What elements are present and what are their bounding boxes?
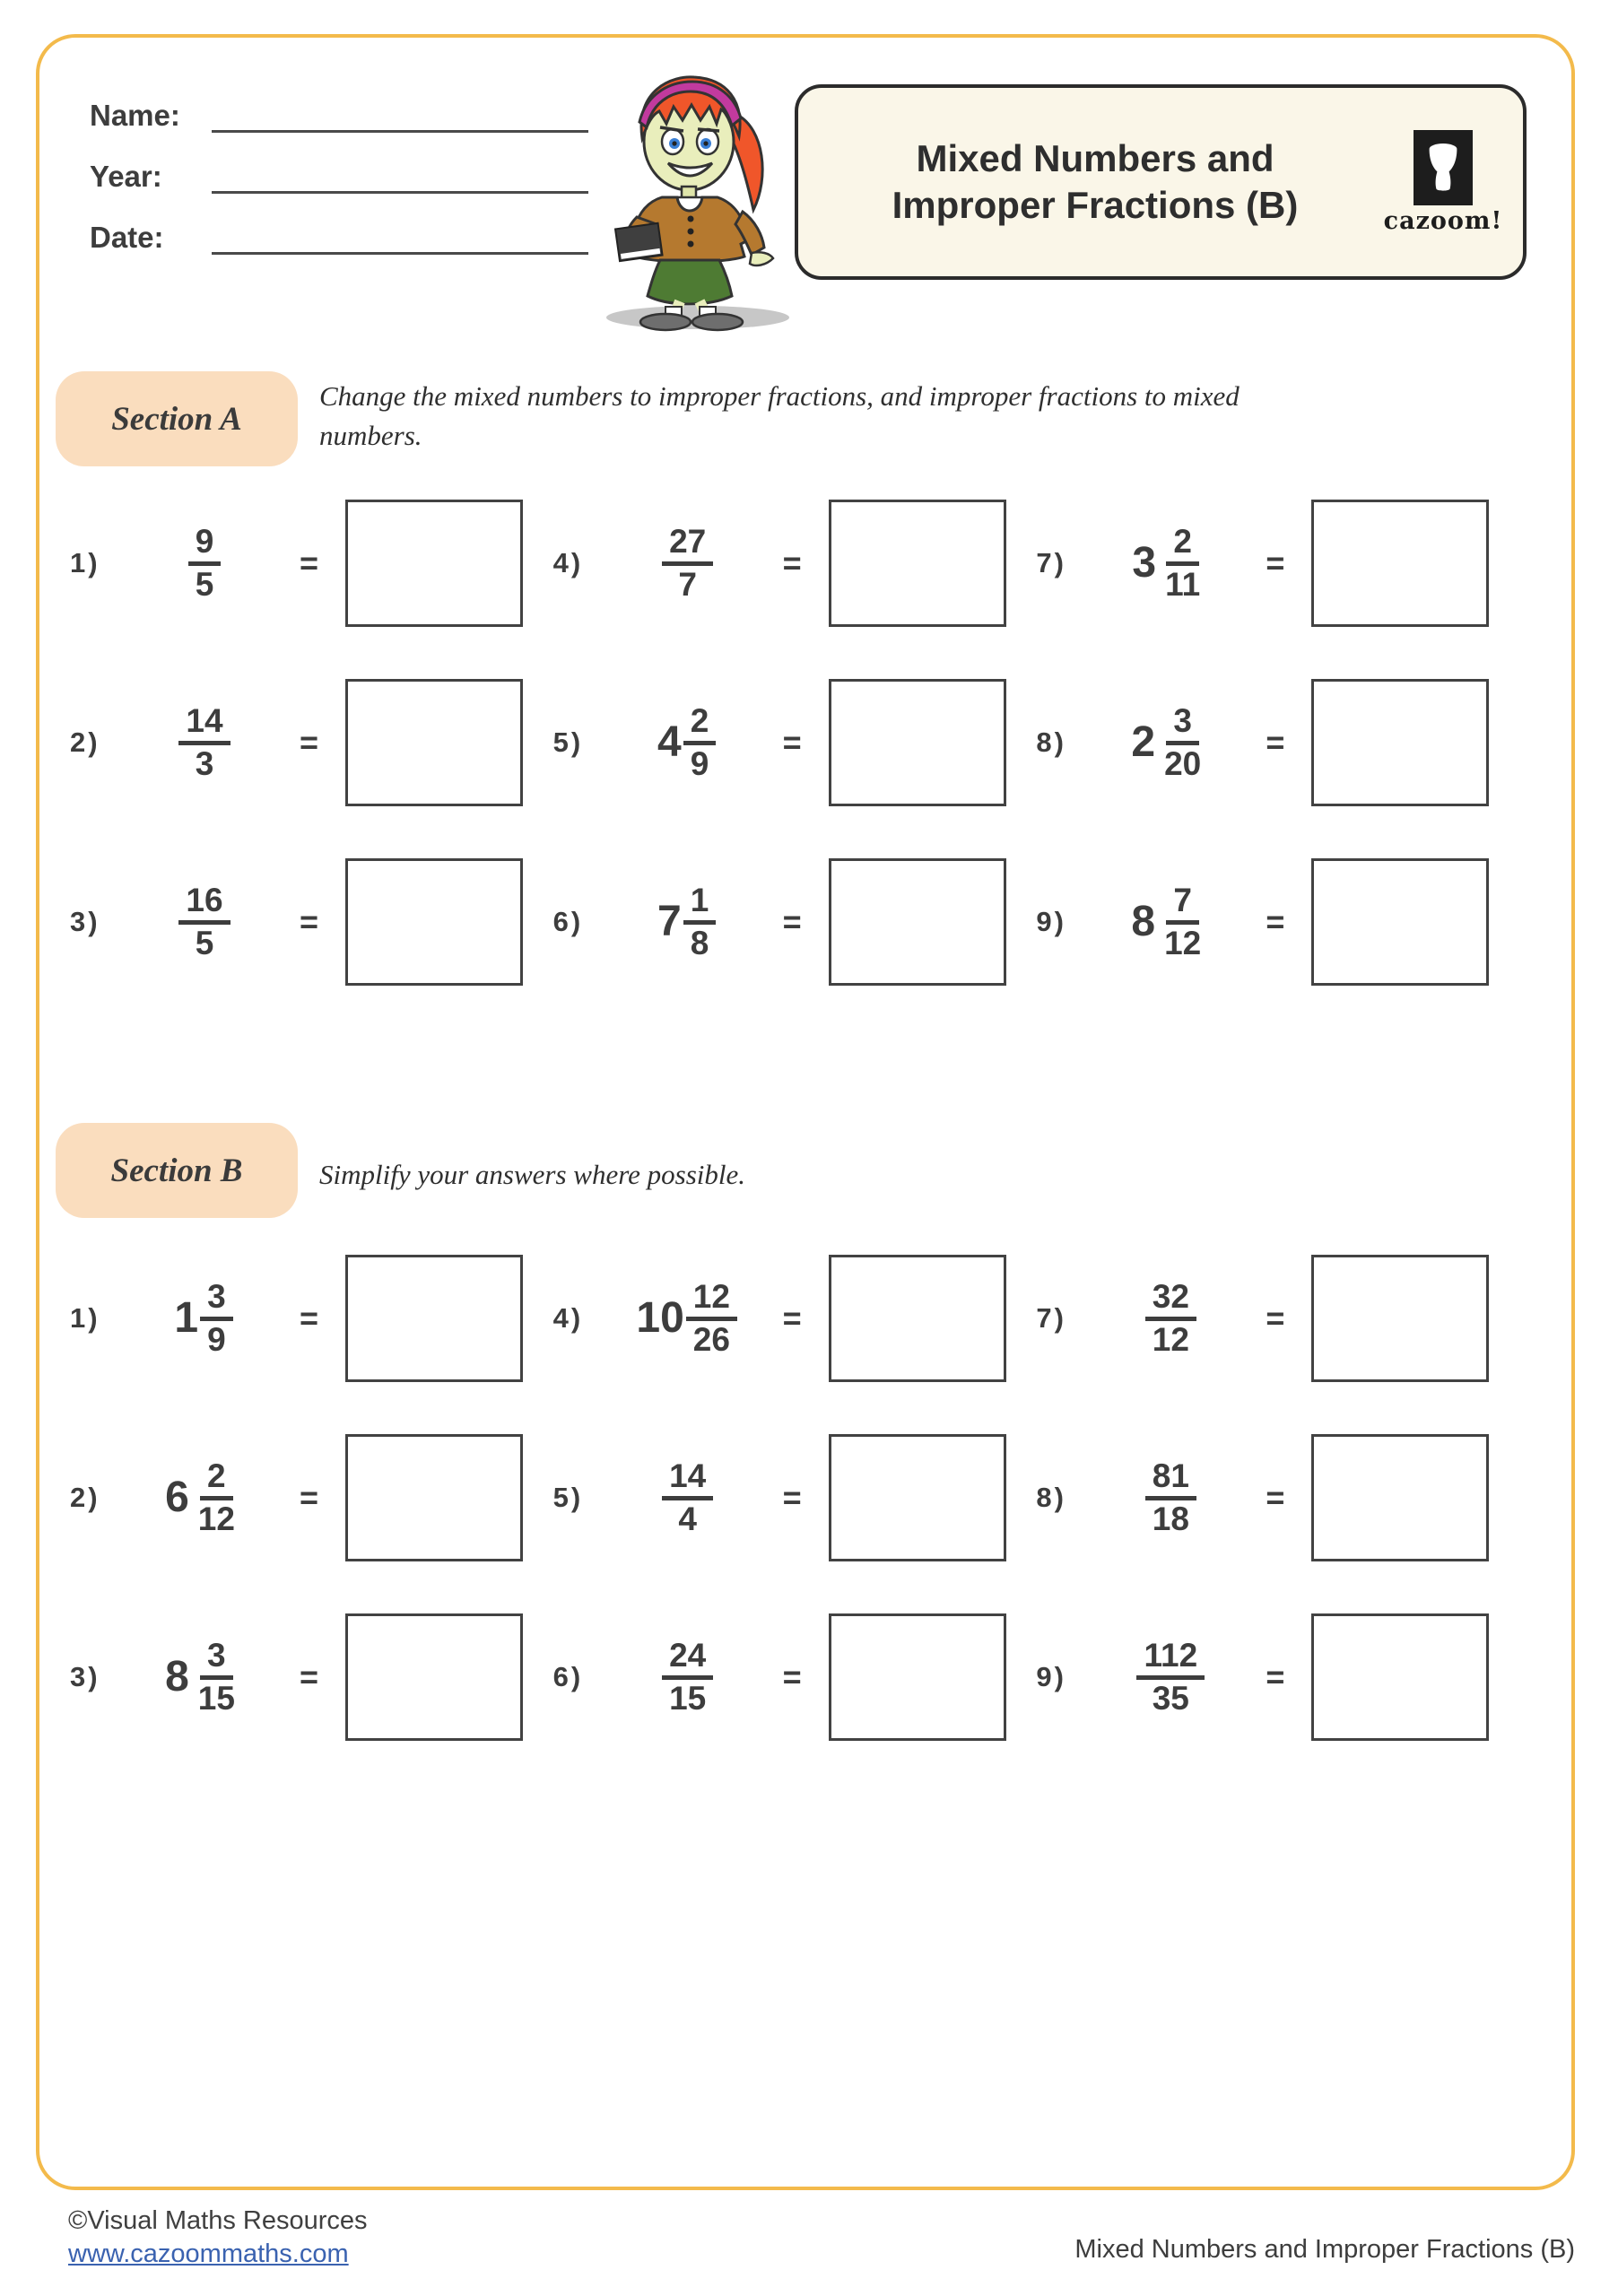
fraction-expression xyxy=(1095,882,1246,962)
year-label: Year: xyxy=(90,160,162,193)
whole-number: 1 xyxy=(174,1294,199,1342)
fraction-expression xyxy=(129,1278,280,1359)
equals-sign: = xyxy=(1266,1300,1285,1336)
whole-number: 7 xyxy=(657,898,682,945)
answer-box[interactable] xyxy=(829,1613,1006,1741)
numerator: 2 xyxy=(200,1457,233,1500)
section-b-label: Section B xyxy=(110,1152,243,1189)
denominator: 35 xyxy=(1152,1679,1189,1717)
whole-number: 6 xyxy=(165,1474,189,1521)
equals-sign: = xyxy=(300,1658,319,1695)
fraction xyxy=(683,702,717,783)
whole-number: 3 xyxy=(1132,539,1157,587)
problem-number: 5) xyxy=(552,1482,584,1513)
equals-sign: = xyxy=(300,544,319,581)
fraction xyxy=(191,1637,242,1718)
denominator: 8 xyxy=(690,924,709,961)
problem-number: 9) xyxy=(1036,1661,1066,1692)
equals-sign: = xyxy=(782,1658,802,1695)
equals-sign: = xyxy=(1266,544,1285,581)
section-a-instruction: Change the mixed numbers to improper fractions, and improper fractions to mixed numbers. xyxy=(319,380,1240,452)
denominator: 20 xyxy=(1164,744,1202,782)
section-b-problems xyxy=(70,1254,1519,1742)
fraction xyxy=(686,1278,737,1359)
title-line-2: Improper Fractions (B) xyxy=(892,184,1299,226)
year-field-row xyxy=(90,156,588,194)
numerator: 2 xyxy=(1166,523,1199,566)
numerator: 3 xyxy=(200,1637,233,1680)
problem-a5 xyxy=(553,678,1037,807)
problem-number: 1) xyxy=(70,547,100,578)
fraction xyxy=(188,523,222,604)
fraction xyxy=(178,702,230,783)
fraction-expression xyxy=(613,702,763,783)
denominator: 11 xyxy=(1165,565,1201,603)
fraction xyxy=(662,1457,713,1538)
equals-sign: = xyxy=(782,1479,802,1516)
problem-number: 8) xyxy=(1036,726,1066,758)
whole-number: 8 xyxy=(165,1653,189,1700)
answer-box[interactable] xyxy=(1311,1613,1489,1741)
fraction-expression xyxy=(1095,702,1246,783)
denominator: 5 xyxy=(195,565,214,603)
numerator: 1 xyxy=(683,882,717,925)
whole-number: 2 xyxy=(1131,718,1156,766)
student-info-fields xyxy=(90,95,588,278)
name-field-row xyxy=(90,95,588,133)
problem-number: 6) xyxy=(552,1661,584,1692)
fraction-expression xyxy=(129,882,280,962)
whole-number: 10 xyxy=(636,1294,684,1342)
problem-number: 8) xyxy=(1036,1482,1066,1513)
problem-a4 xyxy=(553,499,1037,628)
worksheet-page-border xyxy=(36,34,1575,2190)
fraction-expression xyxy=(1095,1637,1246,1718)
answer-box[interactable] xyxy=(1311,1434,1489,1561)
problem-b5 xyxy=(553,1433,1037,1562)
problem-a2 xyxy=(70,678,553,807)
date-input-line[interactable] xyxy=(212,218,588,255)
fraction xyxy=(191,1457,242,1538)
fraction xyxy=(200,1278,233,1359)
problem-number: 7) xyxy=(1036,1302,1066,1334)
numerator: 16 xyxy=(178,882,230,925)
fraction-expression xyxy=(129,702,280,783)
problem-number: 2) xyxy=(70,726,100,758)
equals-sign: = xyxy=(300,1479,319,1516)
fraction xyxy=(1157,882,1208,962)
problem-b2 xyxy=(70,1433,553,1562)
numerator: 112 xyxy=(1136,1637,1205,1680)
denominator: 12 xyxy=(1152,1320,1189,1358)
numerator: 24 xyxy=(662,1637,713,1680)
denominator: 26 xyxy=(692,1320,730,1358)
problem-b4 xyxy=(553,1254,1037,1383)
answer-box[interactable] xyxy=(1311,1255,1489,1382)
worksheet-title-box xyxy=(795,84,1527,280)
problem-a7 xyxy=(1036,499,1519,628)
numerator: 81 xyxy=(1145,1457,1196,1500)
fraction-expression xyxy=(613,1457,763,1538)
footer-worksheet-title: Mixed Numbers and Improper Fractions (B) xyxy=(1074,2235,1575,2264)
denominator: 9 xyxy=(207,1320,226,1358)
equals-sign: = xyxy=(1266,724,1285,761)
fraction-expression xyxy=(613,882,763,962)
answer-box[interactable] xyxy=(345,500,523,627)
problem-number: 4) xyxy=(552,547,584,578)
fraction xyxy=(1145,1278,1196,1359)
section-a-problems xyxy=(70,499,1519,987)
problem-a3 xyxy=(70,857,553,987)
year-input-line[interactable] xyxy=(212,157,588,194)
problem-number: 9) xyxy=(1036,906,1066,937)
answer-box[interactable] xyxy=(829,1434,1006,1561)
numerator: 3 xyxy=(1166,702,1199,745)
name-input-line[interactable] xyxy=(212,96,588,133)
numerator: 14 xyxy=(662,1457,713,1500)
whole-number: 4 xyxy=(657,718,682,766)
denominator: 9 xyxy=(690,744,709,782)
title-line-1: Mixed Numbers and xyxy=(916,136,1274,179)
equals-sign: = xyxy=(782,903,802,940)
problem-b6 xyxy=(553,1613,1037,1742)
name-label: Name: xyxy=(90,99,180,132)
denominator: 5 xyxy=(195,924,214,961)
equals-sign: = xyxy=(300,903,319,940)
problem-number: 7) xyxy=(1036,547,1066,578)
denominator: 4 xyxy=(678,1500,697,1537)
answer-box[interactable] xyxy=(345,1434,523,1561)
section-a-label: Section A xyxy=(111,400,242,438)
numerator: 2 xyxy=(683,702,717,745)
section-b-instruction: Simplify your answers where possible. xyxy=(319,1159,746,1190)
denominator: 12 xyxy=(1164,924,1202,961)
equals-sign: = xyxy=(782,1300,802,1336)
problem-b9 xyxy=(1036,1613,1519,1742)
fraction-expression xyxy=(1095,523,1246,604)
fraction-expression xyxy=(613,1278,763,1359)
problem-b8 xyxy=(1036,1433,1519,1562)
problem-number: 1) xyxy=(70,1302,100,1334)
fraction xyxy=(1136,1637,1205,1718)
answer-box[interactable] xyxy=(829,679,1006,806)
fraction xyxy=(178,882,230,962)
problem-b3 xyxy=(70,1613,553,1742)
denominator: 7 xyxy=(678,565,697,603)
answer-box[interactable] xyxy=(345,1255,523,1382)
answer-box[interactable] xyxy=(1311,679,1489,806)
fraction-expression xyxy=(1095,1278,1246,1359)
fraction-expression xyxy=(1095,1457,1246,1538)
numerator: 32 xyxy=(1145,1278,1196,1321)
equals-sign: = xyxy=(1266,1658,1285,1695)
fraction xyxy=(662,1637,713,1718)
fraction xyxy=(1158,523,1207,604)
numerator: 14 xyxy=(178,702,230,745)
numerator: 27 xyxy=(662,523,713,566)
numerator: 12 xyxy=(686,1278,737,1321)
answer-box[interactable] xyxy=(829,858,1006,986)
section-a-tab xyxy=(56,371,298,466)
answer-box[interactable] xyxy=(345,1613,523,1741)
student-girl-illustration xyxy=(583,50,812,333)
website-link[interactable]: www.cazoommaths.com xyxy=(68,2239,349,2268)
answer-box[interactable] xyxy=(1311,858,1489,986)
problem-a9 xyxy=(1036,857,1519,987)
denominator: 3 xyxy=(195,744,214,782)
denominator: 18 xyxy=(1152,1500,1189,1537)
numerator: 9 xyxy=(188,523,222,566)
problem-number: 2) xyxy=(70,1482,100,1513)
denominator: 12 xyxy=(197,1500,235,1537)
problem-number: 3) xyxy=(70,906,100,937)
date-label: Date: xyxy=(90,221,164,254)
cazoom-logo xyxy=(1376,130,1510,235)
copyright-text: ©Visual Maths Resources xyxy=(68,2206,368,2235)
numerator: 3 xyxy=(200,1278,233,1321)
equals-sign: = xyxy=(782,724,802,761)
equals-sign: = xyxy=(1266,1479,1285,1516)
equals-sign: = xyxy=(782,544,802,581)
problem-number: 5) xyxy=(552,726,584,758)
answer-box[interactable] xyxy=(829,1255,1006,1382)
answer-box[interactable] xyxy=(345,858,523,986)
fraction xyxy=(1145,1457,1196,1538)
fraction-expression xyxy=(129,1457,280,1538)
answer-box[interactable] xyxy=(829,500,1006,627)
problem-number: 6) xyxy=(552,906,584,937)
equals-sign: = xyxy=(300,724,319,761)
answer-box[interactable] xyxy=(1311,500,1489,627)
problem-a1 xyxy=(70,499,553,628)
whole-number: 8 xyxy=(1131,898,1156,945)
cazoom-logo-text: cazoom! xyxy=(1383,206,1503,235)
denominator: 15 xyxy=(197,1679,235,1717)
denominator: 15 xyxy=(669,1679,707,1717)
worksheet-title xyxy=(798,135,1376,230)
problem-a8 xyxy=(1036,678,1519,807)
fraction xyxy=(683,882,717,962)
fraction xyxy=(662,523,713,604)
problem-number: 4) xyxy=(552,1302,584,1334)
numerator: 7 xyxy=(1166,882,1199,925)
fraction-expression xyxy=(613,1637,763,1718)
date-field-row xyxy=(90,217,588,255)
fraction-expression xyxy=(129,523,280,604)
section-b-tab xyxy=(56,1123,298,1218)
djembe-drum-icon xyxy=(1414,130,1473,205)
answer-box[interactable] xyxy=(345,679,523,806)
fraction-expression xyxy=(613,523,763,604)
equals-sign: = xyxy=(1266,903,1285,940)
problem-a6 xyxy=(553,857,1037,987)
problem-number: 3) xyxy=(70,1661,100,1692)
problem-b7 xyxy=(1036,1254,1519,1383)
fraction-expression xyxy=(129,1637,280,1718)
equals-sign: = xyxy=(300,1300,319,1336)
fraction xyxy=(1157,702,1208,783)
problem-b1 xyxy=(70,1254,553,1383)
